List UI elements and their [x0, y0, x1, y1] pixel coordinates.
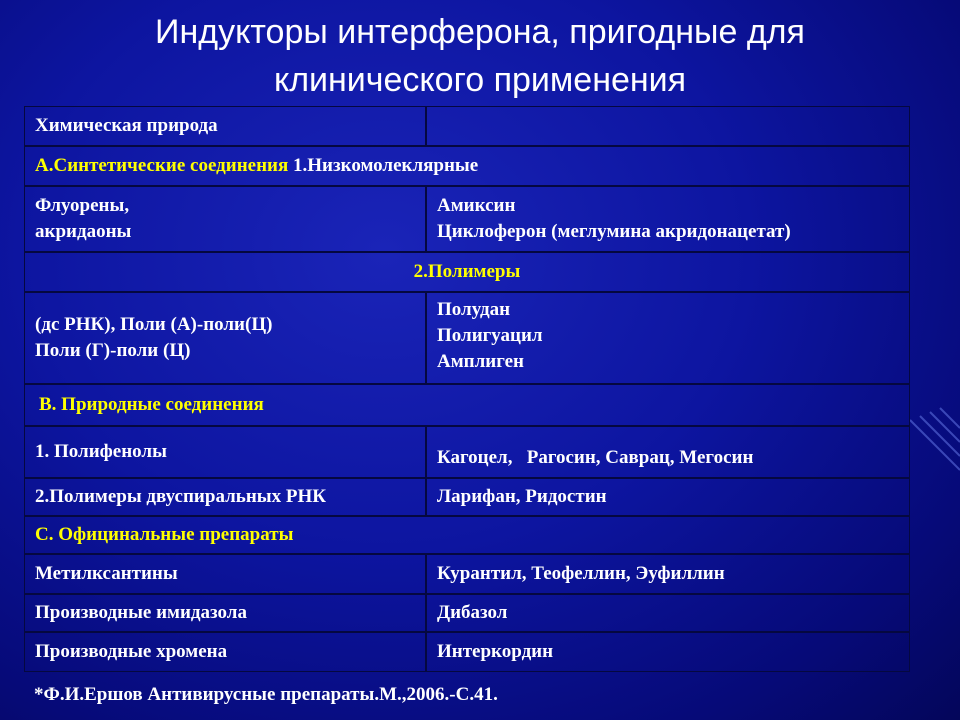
section-a-prefix: А.Синтетические соединения — [35, 155, 294, 176]
acridanones-name: акридаоны — [35, 221, 132, 242]
ampligen-name: Амплиген — [437, 351, 524, 372]
row-methylxanthines-left — [24, 554, 426, 594]
methylxanthines-name: Метилксантины — [35, 563, 178, 584]
chromene-drugs: Интеркордин — [437, 641, 554, 662]
methylxanthines-drugs: Курантил, Теофеллин, Эуфиллин — [437, 563, 725, 584]
ds-rna-poly-a-poly-c: (дс РНК), Поли (А)-поли(Ц) — [35, 314, 273, 335]
row-imidazole-left — [24, 594, 426, 632]
dsrna-polymers-name: 2.Полимеры двуспиральных РНК — [35, 486, 327, 507]
slide-title — [0, 8, 960, 104]
row-chromene-left — [24, 632, 426, 672]
poly-g-poly-c: Поли (Г)-поли (Ц) — [35, 340, 191, 361]
section-c-heading: С. Официнальные препараты — [35, 524, 294, 545]
slide-title-line-2: клинического применения — [273, 61, 687, 99]
row-fluorenes-left — [24, 186, 426, 252]
poludan-name: Полудан — [437, 299, 511, 320]
row-polyphenols-right — [426, 426, 910, 478]
dsrna-drugs: Ларифан, Ридостин — [437, 486, 607, 507]
cycloferon-name: Циклоферон (меглумина акридонацетат) — [437, 221, 791, 242]
fluorenes-name: Флуорены, — [35, 195, 130, 216]
row-dsrna-left — [24, 478, 426, 516]
row-methylxanthines-right — [426, 554, 910, 594]
section-b-row — [24, 384, 910, 426]
header-cell-empty — [426, 106, 910, 146]
section-c-row — [24, 516, 910, 554]
footnote-text: *Ф.И.Ершов Антивирусные препараты.М.,2006.-С.41. — [34, 684, 498, 705]
imidazole-drugs: Дибазол — [437, 602, 508, 623]
header-cell-chemical-nature — [24, 106, 426, 146]
slide-title-line-1: Индукторы интерферона, пригодные для — [155, 13, 805, 51]
imidazole-name: Производные имидазола — [35, 602, 247, 623]
row-chromene-right — [426, 632, 910, 672]
polymers-heading-row — [24, 252, 910, 292]
section-a-suffix: 1.Низкомолеклярные — [293, 155, 479, 176]
amixin-name: Амиксин — [437, 195, 516, 216]
polyphenols-name: 1. Полифенолы — [35, 441, 167, 462]
polyphenols-drugs: Кагоцел, Рагосин, Саврац, Мегосин — [437, 447, 754, 468]
row-fluorenes-right — [426, 186, 910, 252]
row-polymers-left — [24, 292, 426, 384]
row-dsrna-right — [426, 478, 910, 516]
row-imidazole-right — [426, 594, 910, 632]
poliguacil-name: Полигуацил — [437, 325, 543, 346]
section-a-row — [24, 146, 910, 186]
header-label: Химическая природа — [35, 115, 218, 136]
row-polyphenols-left — [24, 426, 426, 478]
footnote-reference — [30, 676, 910, 714]
row-polymers-right — [426, 292, 910, 384]
polymers-heading: 2.Полимеры — [413, 261, 521, 282]
chromene-name: Производные хромена — [35, 641, 228, 662]
section-b-heading: В. Природные соединения — [39, 394, 264, 415]
